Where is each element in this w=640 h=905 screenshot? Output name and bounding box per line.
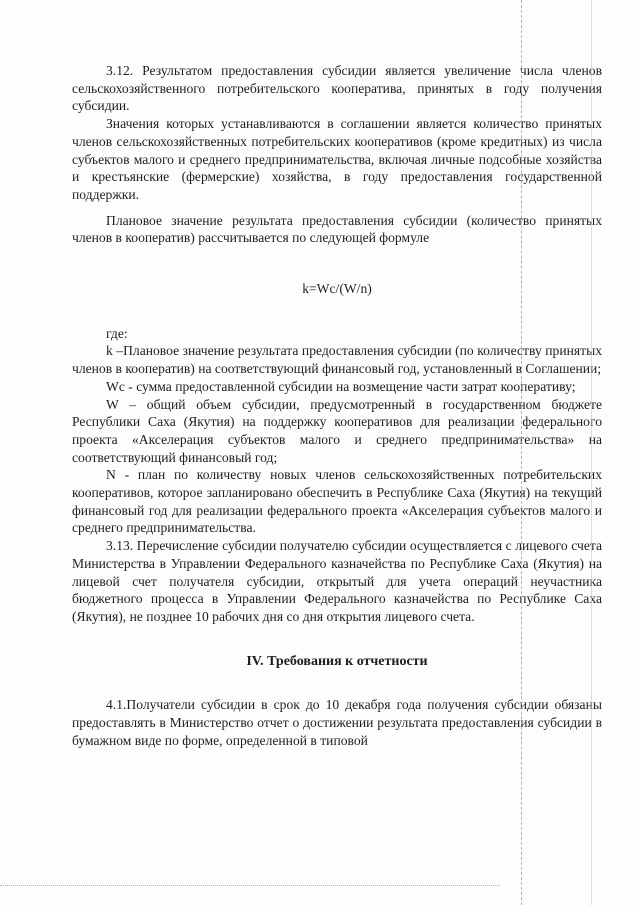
where-label: где: — [106, 325, 128, 341]
paragraph-3-12: 3.12. Результатом предоставления субсидии является увеличение числа членов сельскохозяйственного потребительского кооператива, принятых в году получения субсидии. — [72, 63, 602, 114]
definition-k: k –Плановое значение результата предоставления субсидии (по количеству принятых членов в кооператив) на соответствующий финансовый год, установленный в Соглашении; — [72, 343, 602, 377]
section-heading: IV. Требования к отчетности — [246, 653, 428, 669]
definition-wc: Wc - сумма предоставленной субсидии на возмещение части затрат кооперативу; — [106, 378, 576, 394]
paragraph-values: Значения которых устанавливаются в соглашении является количество принятых членов сельскохозяйственных потребительских кооперативов (кроме кредитных) из числа субъектов малого и среднего предпринимательства, включая личные подсобные хозяйства и крестьянские (фермерские) хозяйства, в году предоставления государственной поддержки. — [72, 116, 602, 202]
scan-edge-line — [591, 0, 593, 905]
formula: k=Wc/(W/n) — [302, 281, 372, 297]
definition-w: W – общий объем субсидии, предусмотренный в государственном бюджете Республики Саха (Якутия) на поддержку кооперативов для реализации федерального проекта «Акселерация субъектов малого и среднего предпринимательства» на соответствующий финансовый год; — [72, 396, 602, 465]
paragraph-3-13: 3.13. Перечисление субсидии получателю субсидии осуществляется с лицевого счета Министерства в Управлении Федерального казначейства по Республике Саха (Якутия) на лицевой счет получателя субсидии, открытый для учета операций неучастника бюджетного процесса в Управлении Федерального казначейства по Республике Саха (Якутия), не позднее 10 рабочих дня со дня открытия лицевого счета. — [72, 538, 602, 624]
paragraph-4-1: 4.1.Получатели субсидии в срок до 10 декабря года получения субсидии обязаны предоставлять в Министерство отчет о достижении результата предоставления субсидии в бумажном виде по форме, определенной в типовой — [72, 697, 602, 748]
scan-bottom-edge — [0, 885, 500, 887]
paragraph-plan-value: Плановое значение результата предоставления субсидии (количество принятых членов в кооператив) рассчитывается по следующей формуле — [72, 212, 602, 246]
definition-n: N - план по количеству новых членов сельскохозяйственных потребительских кооперативов, которое запланировано обеспечить в Республике Саха (Якутия) на текущий финансовый год для реализации федерального проекта «Акселерация субъектов малого и среднего предпринимательства. — [72, 467, 602, 536]
scan-fold-line — [521, 0, 523, 905]
